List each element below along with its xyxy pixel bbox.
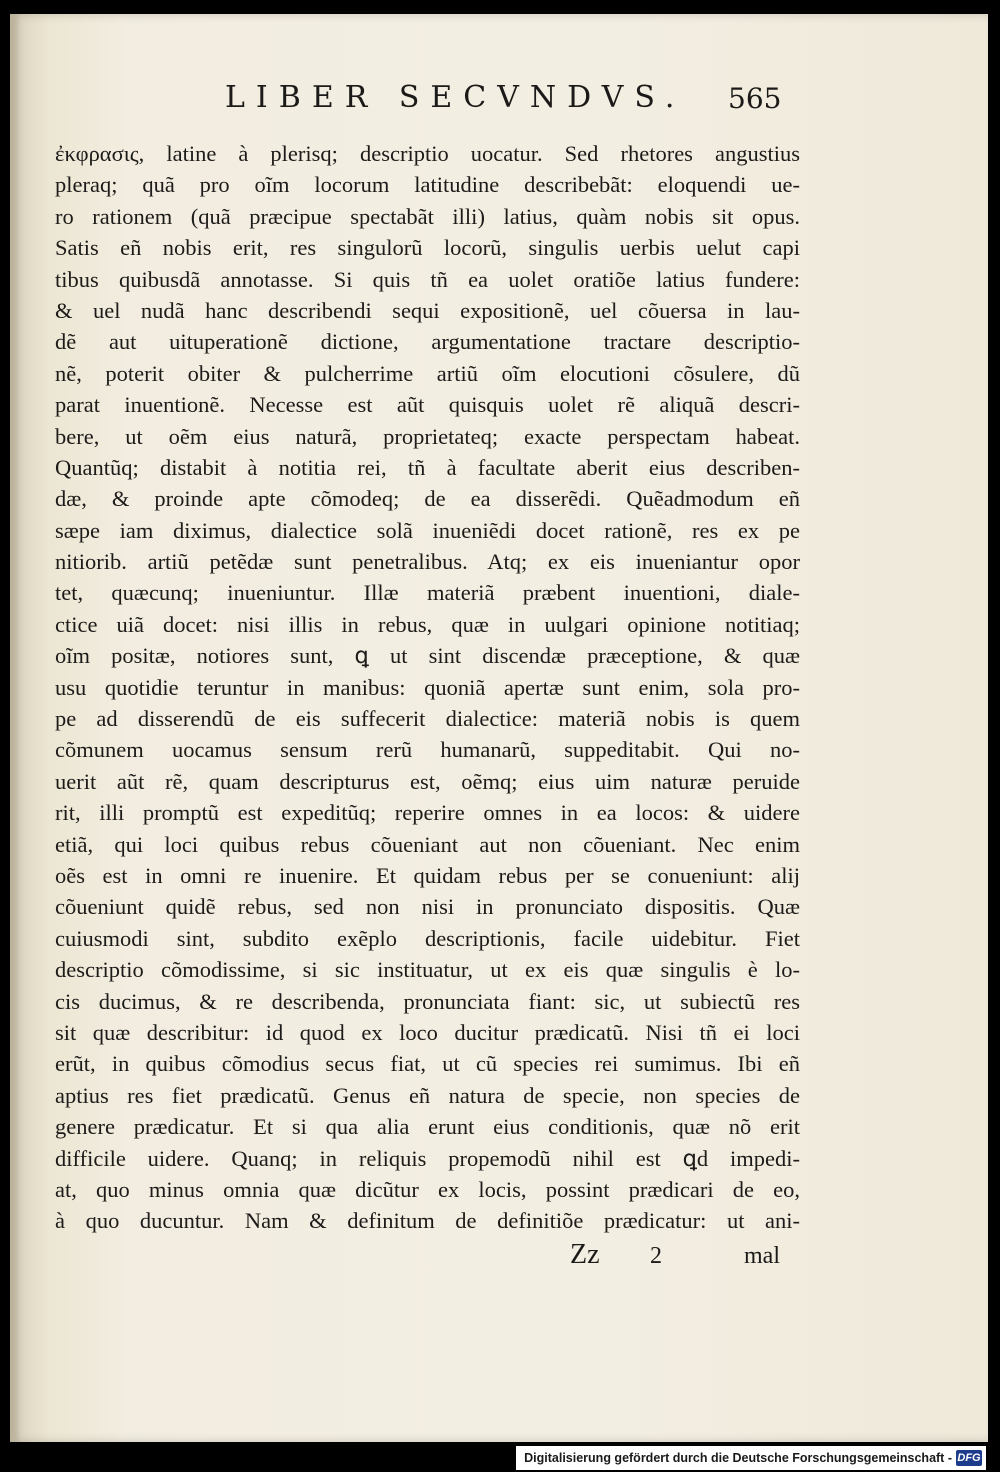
page-gutter-shadow: [10, 14, 20, 1442]
text-line: pe ad disserendũ de eis suffecerit dialectice: materiã nobis is quem: [55, 706, 800, 732]
text-line: Quantũq; distabit à notitia rei, tñ à facultate aberit eius describen-: [55, 454, 800, 480]
text-line: cõmunem uocamus sensum rerũ humanarũ, suppeditabit. Qui no-: [55, 737, 800, 763]
text-line: etiã, qui loci quibus rebus cõueniant aut non cõueniant. Nec enim: [55, 831, 800, 857]
text-line: erũt, in quibus cõmodius secus fiat, ut cũ species rei sumimus. Ibi eñ: [55, 1051, 800, 1077]
text-line: genere prædicatur. Et si qua alia erunt eius conditionis, quæ nõ erit: [55, 1114, 800, 1140]
running-head: [10, 80, 988, 120]
text-line: nẽ, poterit obiter & pulcherrime artiũ oĩm elocutioni cõsulere, dũ: [55, 360, 800, 386]
text-line: dẽ aut uituperationẽ dictione, argumentatione tractare descriptio-: [55, 329, 800, 355]
text-line: uerit aũt rẽ, quam descripturus est, oẽmq; eius uim naturæ peruide: [55, 768, 800, 794]
text-line: sit quæ describitur: id quod ex loco ducitur prædicatũ. Nisi tñ ei loci: [55, 1019, 800, 1045]
text-line: cis ducimus, & re describenda, pronunciata fiant: sic, ut subiectũ res: [55, 988, 800, 1014]
text-line: cõueniunt quidẽ rebus, sed non nisi in pronunciato dispositis. Quæ: [55, 894, 800, 920]
text-line: sæpe iam diximus, dialectice solã inueniẽdi docet rationẽ, res ex pe: [55, 517, 800, 543]
text-line: aptius res fiet prædicatũ. Genus eñ natura de specie, non species de: [55, 1082, 800, 1108]
text-line: ro rationem (quã præcipue spectabãt illi) latius, quàm nobis sit opus.: [55, 203, 800, 229]
text-line: nitiorib. artiũ petẽdæ sunt penetralibus. Atq; ex eis inueniantur opor: [55, 549, 800, 575]
signature-number: 2: [650, 1243, 662, 1269]
text-line: pleraq; quã pro oĩm locorum latitudine describebãt: eloquendi ue-: [55, 172, 800, 198]
signature-mark: Zz: [570, 1239, 600, 1270]
text-line: tet, quæcunq; inueniuntur. Illæ materiã præbent inuentioni, diale-: [55, 580, 800, 606]
text-line: difficile uidere. Quanq; in reliquis propemodũ nihil est ꝗd impedi-: [55, 1145, 800, 1171]
text-line: descriptio cõmodissime, si sic instituatur, ut ex eis quæ singulis è lo-: [55, 957, 800, 983]
catchword: mal: [744, 1243, 780, 1269]
text-line: at, quo minus omnia quæ dicũtur ex locis, possint prædicari de eo,: [55, 1176, 800, 1202]
digitization-credit: [516, 1446, 986, 1470]
dfg-logo-icon: DFG: [957, 1452, 981, 1464]
text-line: oẽs est in omni re inuenire. Et quidam rebus per se conueniunt: alij: [55, 862, 800, 888]
text-line: usu quotidie teruntur in manibus: quoniã apertæ sunt enim, sola pro-: [55, 674, 800, 700]
text-line: oĩm positæ, notiores sunt, ꝗ ut sint discendæ præceptione, & quæ: [55, 643, 800, 669]
text-line: Satis eñ nobis erit, res singulorũ locorũ, singulis uerbis uelut capi: [55, 235, 800, 261]
text-line: parat inuentionẽ. Necesse est aũt quisquis uolet rẽ aliquã descri-: [55, 392, 800, 418]
text-line: ctice uiã docet: nisi illis in rebus, quæ in uulgari opinione notitiaq;: [55, 611, 800, 637]
text-line: rit, illi promptũ est expeditũq; reperire omnes in ea locos: & uidere: [55, 800, 800, 826]
text-line: ἐκφρασις, latine à plerisq; descriptio uocatur. Sed rhetores angustius: [55, 141, 800, 166]
credit-text: Digitalisierung gefördert durch die Deutsche Forschungsgemeinschaft -: [524, 1451, 952, 1465]
running-title: LIBER SECVNDVS.: [225, 80, 686, 115]
book-page: [10, 14, 988, 1442]
text-line: tibus quibusdã annotasse. Si quis tñ ea uolet oratiõe latius fundere:: [55, 266, 800, 292]
text-line: dæ, & proinde apte cõmodeq; de ea disserẽdi. Quẽadmodum eñ: [55, 486, 800, 512]
text-line: & uel nudã hanc describendi sequi expositionẽ, uel cõuersa in lau-: [55, 297, 800, 323]
text-line: cuiusmodi sint, subdito exẽplo descriptionis, facile uidebitur. Fiet: [55, 925, 800, 951]
text-line: bere, ut oẽm eius naturã, proprietateq; exacte perspectam habeat.: [55, 423, 800, 449]
signature-line: [570, 1239, 780, 1275]
text-line: à quo ducuntur. Nam & definitum de definitiõe prædicatur: ut ani-: [55, 1208, 800, 1234]
page-number: 565: [728, 82, 782, 115]
body-text: [55, 138, 800, 1237]
